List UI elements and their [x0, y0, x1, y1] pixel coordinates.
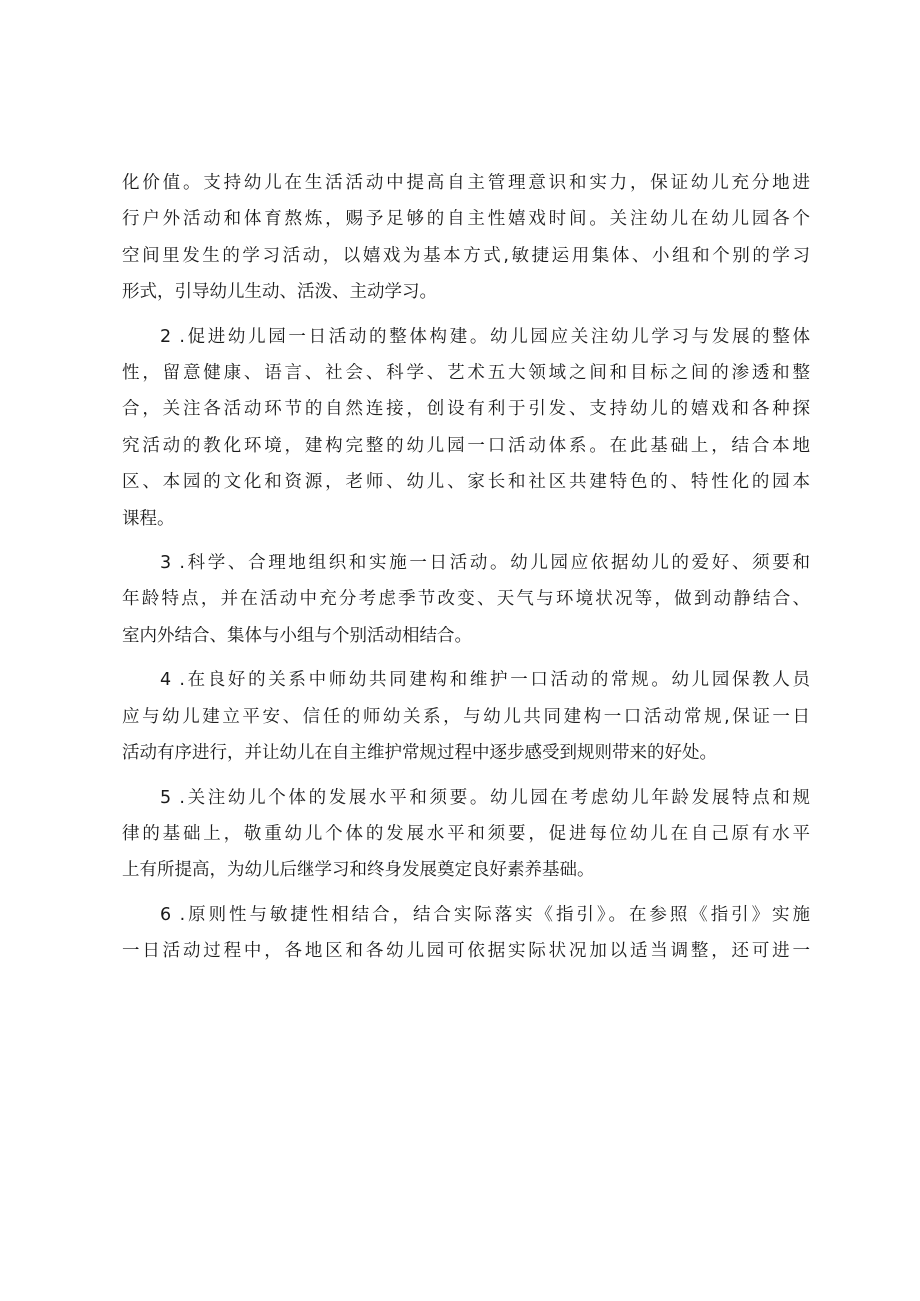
- text-line: 区、本园的文化和资源，老师、幼儿、家长和社区共建特色的、特性化的园本: [122, 472, 810, 493]
- paragraph-4: [122, 662, 810, 771]
- text-line: 合，关注各活动环节的自然连接，创设有利于引发、支持幼儿的嬉戏和各种探: [122, 399, 810, 420]
- paragraph-3: [122, 545, 810, 654]
- text-line: 4 .在良好的关系中师幼共同建构和维护一口活动的常规。幼儿园保教人员: [160, 670, 810, 691]
- text-line: 形式，引导幼儿生动、活泼、主动学习。: [122, 282, 437, 303]
- text-line: 一日活动过程中，各地区和各幼儿园可依据实际状况加以适当调整，还可进一: [122, 941, 810, 962]
- text-line: 应与幼儿建立平安、信任的师幼关系，与幼儿共同建构一口活动常规,保证一日: [122, 706, 810, 727]
- text-line: 室内外结合、集体与小组与个别活动相结合。: [122, 625, 472, 646]
- paragraph-2: [122, 319, 810, 537]
- paragraph-6: [122, 897, 810, 970]
- text-line: 5 .关注幼儿个体的发展水平和须要。幼儿园在考虑幼儿年龄发展特点和规: [160, 787, 810, 808]
- text-line: 性，留意健康、语言、社会、科学、艺术五大领域之间和目标之间的渗透和整: [122, 363, 810, 384]
- text-line: 律的基础上，敬重幼儿个体的发展水平和须要，促进每位幼儿在自己原有水平: [122, 823, 810, 844]
- paragraph-1: [122, 165, 810, 311]
- text-line: 3 .科学、合理地组织和实施一日活动。幼儿园应依据幼儿的爱好、须要和: [160, 553, 810, 574]
- text-line: 课程。: [122, 508, 175, 529]
- text-line: 2 .促进幼儿园一日活动的整体构建。幼儿园应关注幼儿学习与发展的整体: [160, 326, 810, 347]
- document-body: [122, 165, 810, 978]
- text-line: 化价值。支持幼儿在生活活动中提高自主管理意识和实力，保证幼儿充分地进: [122, 173, 810, 193]
- text-line: 行户外活动和体育熬炼，赐予足够的自主性嬉戏时间。关注幼儿在幼儿园各个: [122, 209, 810, 230]
- paragraph-5: [122, 780, 810, 889]
- text-line: 究活动的教化环境，建构完整的幼儿园一口活动体系。在此基础上，结合本地: [122, 435, 810, 456]
- text-line: 上有所提高，为幼儿后继学习和终身发展奠定良好素养基础。: [122, 860, 595, 881]
- text-line: 年龄特点，并在活动中充分考虑季节改变、天气与环境状况等，做到动静结合、: [122, 589, 810, 610]
- text-line: 空间里发生的学习活动，以嬉戏为基本方式,敏捷运用集体、小组和个别的学习: [122, 245, 810, 266]
- text-line: 6 .原则性与敏捷性相结合，结合实际落实《指引》。在参照《指引》实施: [160, 904, 810, 925]
- text-line: 活动有序进行，并让幼儿在自主维护常规过程中逐步感受到规则带来的好处。: [122, 743, 717, 764]
